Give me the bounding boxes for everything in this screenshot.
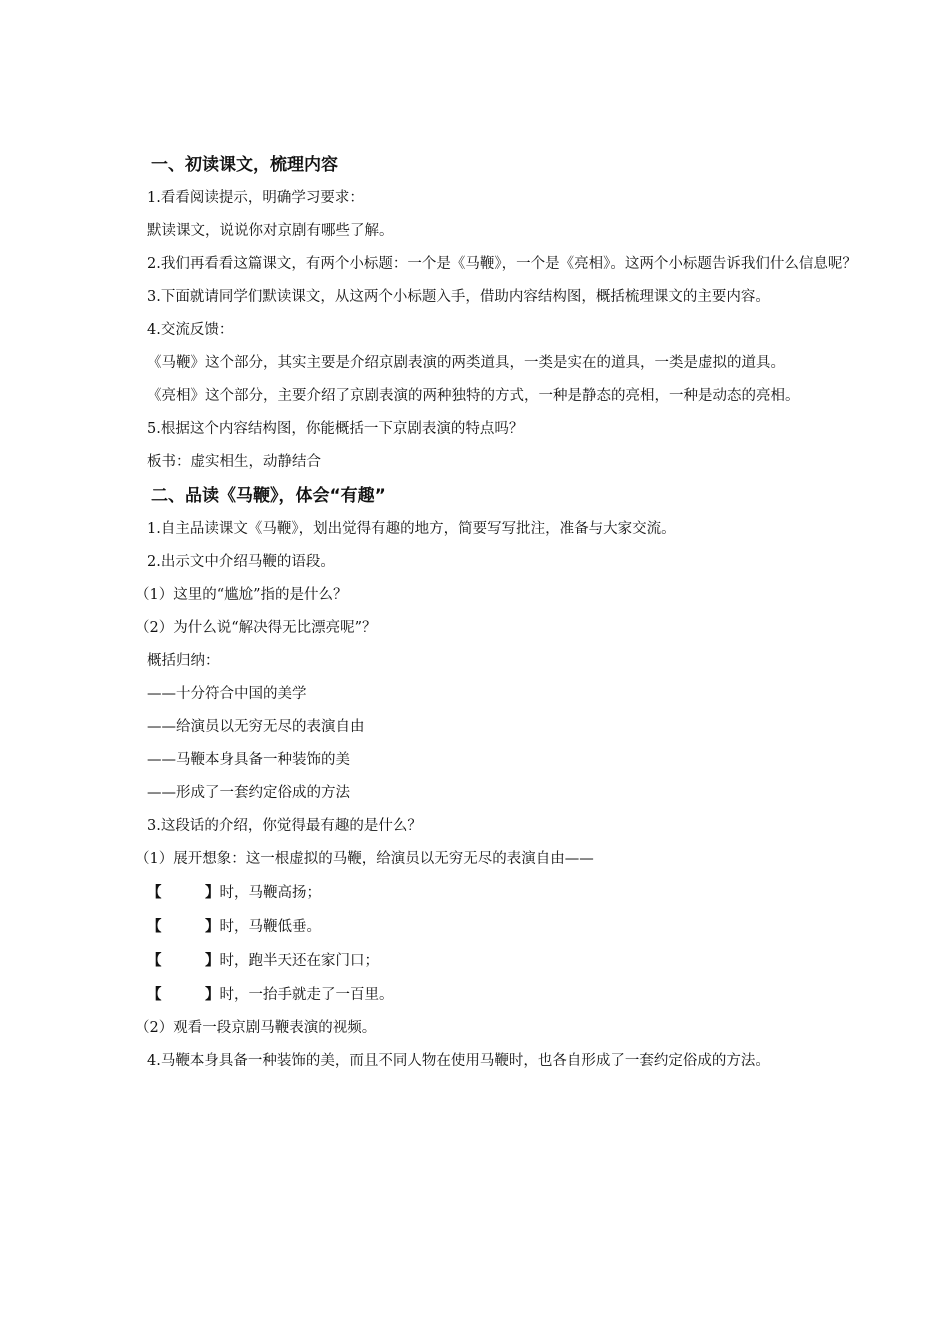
part2-step-3: 3.这段话的介绍，你觉得最有趣的是什么？ [147, 818, 422, 834]
blank-bracket-open: 【 [147, 884, 162, 901]
blank-bracket-close: 】 [205, 952, 220, 969]
blank-bracket-close: 】 [205, 884, 220, 901]
step-2-text: 2.我们再看看这篇课文，有两个小标题：一个是《马鞭》，一个是《亮相》。这两个小标题告诉我们什么信息呢？ [147, 256, 857, 272]
step-3-text: 3.下面就请同学们默读课文，从这两个小标题入手，借助内容结构图，概括梳理课文的主要内容。 [147, 289, 770, 305]
question-2: （2）为什么说“解决得无比漂亮呢”？ [135, 620, 377, 636]
blank-bracket-open: 【 [147, 952, 162, 969]
feedback-mabian: 《马鞭》这个部分，其实主要是介绍京剧表演的两类道具，一类是实在的道具，一类是虚拟的道具。 [147, 355, 785, 371]
summary-point: ——马鞭本身具备一种装饰的美 [147, 752, 350, 768]
feedback-liangxiang: 《亮相》这个部分，主要介绍了京剧表演的两种独特的方式，一种是静态的亮相，一种是动态的亮相。 [147, 388, 800, 404]
section-2-heading: 二、品读《马鞭》，体会“有趣” [151, 486, 386, 506]
fill-blank-text: 时，马鞭低垂。 [219, 919, 321, 935]
step-1-text: 1.看看阅读提示，明确学习要求： [147, 190, 364, 206]
question-1: （1）这里的“尴尬”指的是什么？ [135, 587, 348, 603]
blank-bracket-close: 】 [205, 986, 220, 1003]
step-1-requirement: 默读课文，说说你对京剧有哪些了解。 [147, 223, 394, 239]
fill-blank-line [147, 910, 861, 944]
part2-step-1: 1.自主品读课文《马鞭》，划出觉得有趣的地方，简要写写批注，准备与大家交流。 [147, 521, 676, 537]
fill-blank-text: 时，一抬手就走了一百里。 [219, 987, 394, 1003]
fill-blank-line [147, 944, 861, 978]
summary-point: ——十分符合中国的美学 [147, 686, 307, 702]
step-5-text: 5.根据这个内容结构图，你能概括一下京剧表演的特点吗？ [147, 421, 524, 437]
summary-point: ——给演员以无穷无尽的表演自由 [147, 719, 365, 735]
step-4-text: 4.交流反馈： [147, 322, 234, 338]
fill-blank-text: 时，马鞭高扬； [219, 885, 321, 901]
blank-bracket-open: 【 [147, 986, 162, 1003]
blackboard-note: 板书：虚实相生，动静结合 [147, 454, 321, 470]
part2-step-4: 4.马鞭本身具备一种装饰的美，而且不同人物在使用马鞭时，也各自形成了一套约定俗成的方法。 [147, 1053, 770, 1069]
fill-blank-text: 时，跑半天还在家门口； [219, 953, 379, 969]
fill-blank-line [147, 876, 861, 910]
blank-bracket-close: 】 [205, 918, 220, 935]
imagine-prompt: （1）展开想象：这一根虚拟的马鞭，给演员以无穷无尽的表演自由—— [135, 851, 594, 867]
video-step: （2）观看一段京剧马鞭表演的视频。 [135, 1020, 377, 1036]
part2-step-2: 2.出示文中介绍马鞭的语段。 [147, 554, 335, 570]
section-1-heading: 一、初读课文，梳理内容 [151, 155, 338, 175]
blank-bracket-open: 【 [147, 918, 162, 935]
fill-blank-line [147, 978, 861, 1012]
summary-point: ——形成了一套约定俗成的方法 [147, 785, 350, 801]
lesson-content [113, 148, 861, 1078]
summary-label: 概括归纳： [147, 653, 220, 669]
